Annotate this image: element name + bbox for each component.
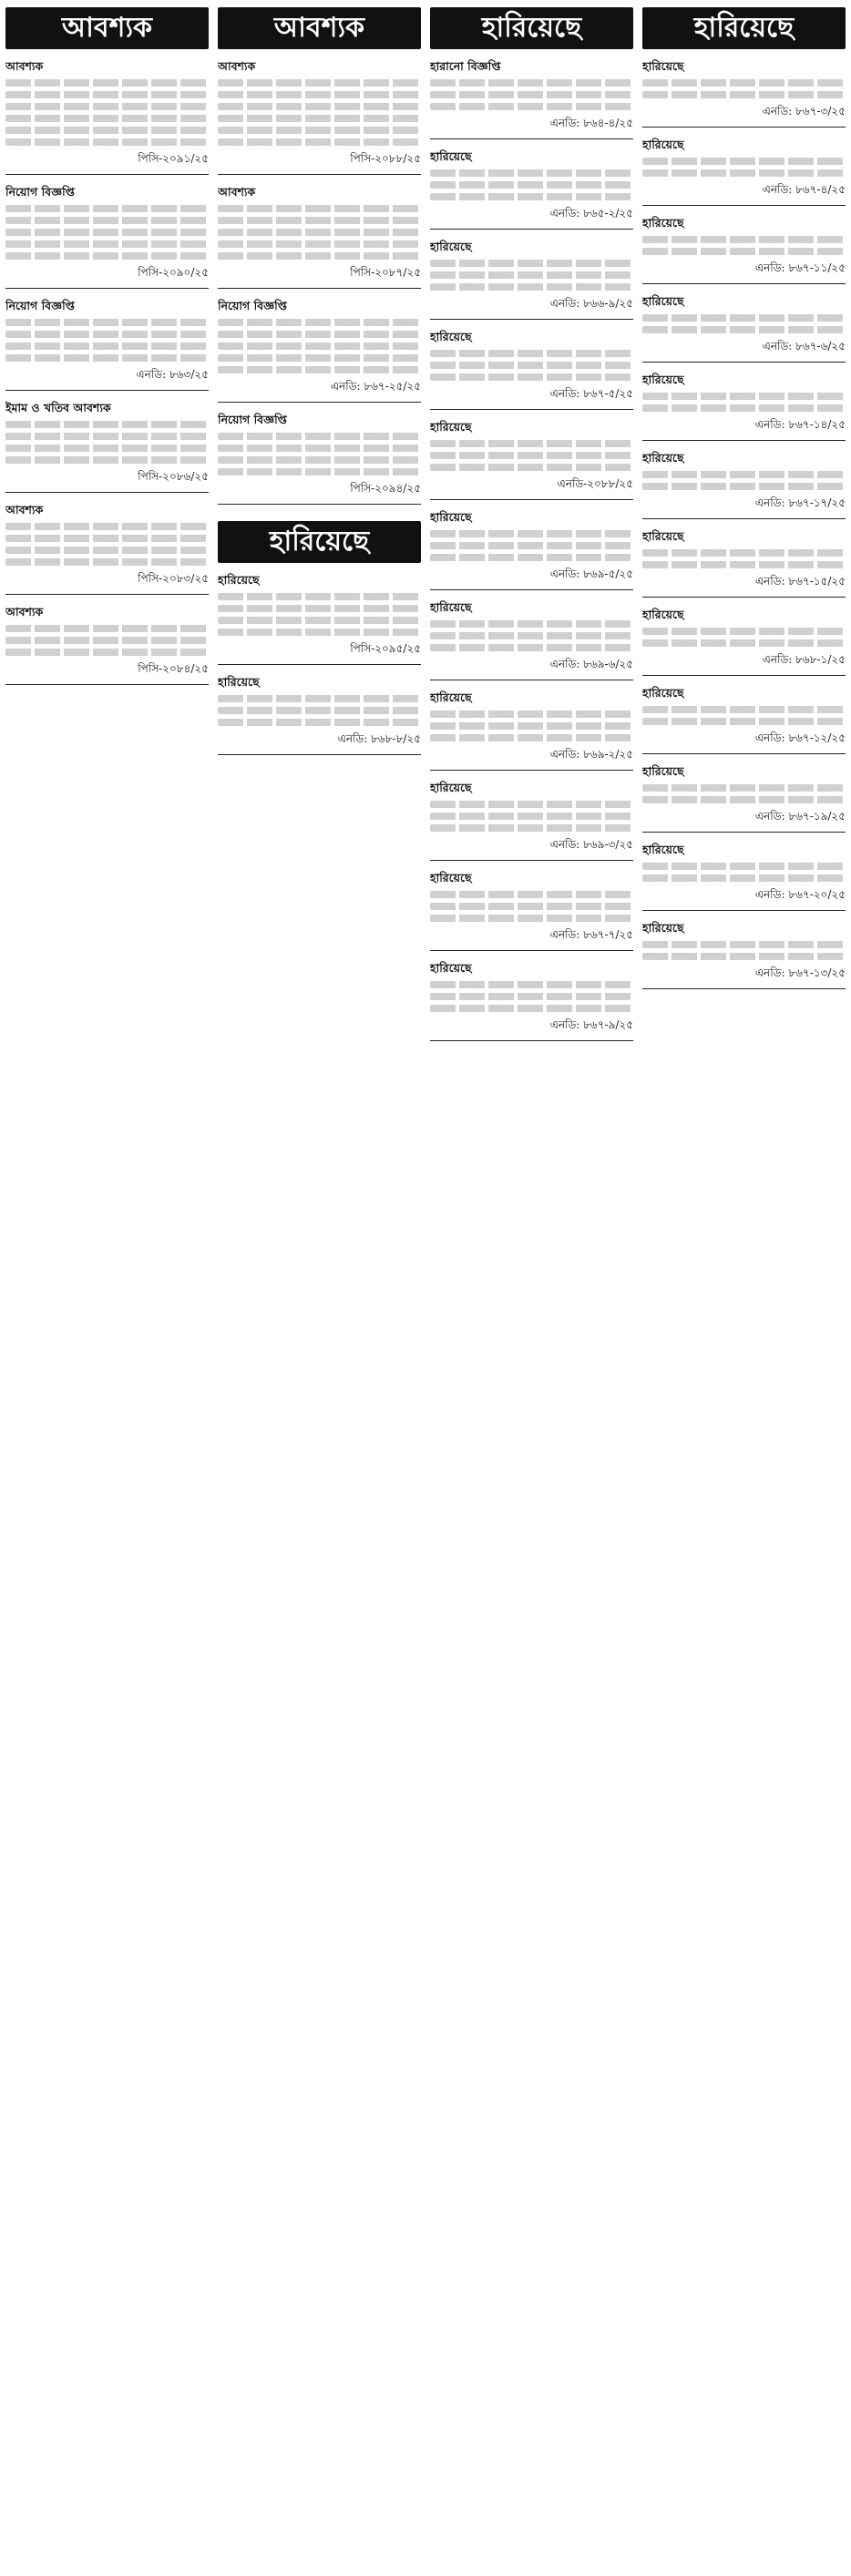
- ad-2: [218, 182, 421, 289]
- ad-lead: আবশ্যক: [5, 605, 44, 618]
- ad-8: [430, 688, 633, 771]
- ad-lead: ইমাম ও খতিব আবশ্যক: [5, 401, 111, 414]
- ad-code: এনডি: ৮৬৭-১৪/২৫: [754, 418, 846, 431]
- ad-code: পিসি-২০৮৮/২৫: [350, 152, 421, 165]
- ad-lead: হারানো বিজ্ঞপ্তি: [430, 59, 501, 73]
- ad-lead: হারিয়েছে: [430, 690, 472, 704]
- column-heading: আবশ্যক: [5, 7, 209, 49]
- ad-code: পিসি-২০৯৪/২৫: [350, 482, 421, 495]
- ad-1: [218, 56, 421, 175]
- ad-lead: হারিয়েছে: [430, 149, 472, 163]
- ad-lead: নিয়োগ বিজ্ঞপ্তি: [218, 413, 287, 426]
- ad-lead: হারিয়েছে: [642, 921, 684, 935]
- ad-lead: হারিয়েছে: [642, 138, 684, 151]
- ad-lead: হারিয়েছে: [642, 764, 684, 778]
- ad-code: এনডি: ৮৬৭-৭/২৫: [549, 928, 633, 941]
- ad-1: [642, 56, 846, 128]
- ad-4: [642, 291, 846, 363]
- ad-11: [642, 840, 846, 911]
- ad-code: এনডি: ৮৬৭-৩/২৫: [762, 105, 846, 118]
- column-3: [430, 7, 633, 2569]
- ad-1: [5, 56, 209, 175]
- ad-2: [642, 135, 846, 206]
- ad-code: এনডি: ৮৬৭-১৭/২৫: [754, 496, 846, 509]
- ad-code: এনডি: ৮৬৭-১৯/২৫: [754, 810, 846, 823]
- ad-lead: হারিয়েছে: [642, 686, 684, 700]
- column-1: [5, 7, 209, 2569]
- ad-lost-1: [218, 570, 421, 665]
- ad-12: [642, 918, 846, 989]
- ad-code: এনডি: ৮৬৮-৮/২৫: [337, 732, 421, 745]
- ad-lead: হারিয়েছে: [642, 529, 684, 543]
- ad-code: পিসি-২০৮৬/২৫: [138, 470, 209, 483]
- ad-code: এনডি: ৮৬৭-৪/২৫: [762, 183, 846, 196]
- ad-9: [430, 778, 633, 861]
- ad-3: [642, 213, 846, 284]
- ad-3: [430, 237, 633, 320]
- ad-code: পিসি-২০৮৩/২৫: [138, 572, 209, 585]
- ad-5: [5, 500, 209, 595]
- ad-5: [430, 417, 633, 500]
- column-heading-lost: হারিয়েছে: [218, 521, 421, 563]
- ad-code: এনডি: ৮৬৭-২৫/২৫: [330, 380, 421, 393]
- ad-lead: হারিয়েছে: [430, 240, 472, 253]
- ad-10: [642, 762, 846, 833]
- ad-lead: হারিয়েছে: [642, 294, 684, 308]
- ad-lead: হারিয়েছে: [430, 961, 472, 975]
- ad-code: এনডি: ৮৬৭-৫/২৫: [549, 387, 633, 400]
- ad-code: এনডি: ৮৬৭-১৫/২৫: [754, 575, 846, 588]
- ad-7: [642, 526, 846, 598]
- column-2: [218, 7, 421, 2569]
- ad-lead: আবশ্যক: [5, 503, 44, 516]
- ad-9: [642, 683, 846, 754]
- ad-4: [5, 398, 209, 493]
- ad-lead: আবশ্যক: [218, 185, 256, 199]
- ad-lead: হারিয়েছে: [430, 420, 472, 434]
- ad-7: [430, 598, 633, 680]
- ad-code: এনডি: ৮৬৯-৬/২৫: [549, 658, 633, 670]
- ad-lead: হারিয়েছে: [642, 216, 684, 230]
- ad-code: এনডি-২০৮৮/২৫: [557, 477, 633, 490]
- ad-lead: নিয়োগ বিজ্ঞপ্তি: [218, 299, 287, 312]
- ad-3: [218, 296, 421, 403]
- ad-3: [5, 296, 209, 391]
- ad-code: এনডি: ৮৬৭-৬/২৫: [762, 340, 846, 353]
- ad-8: [642, 605, 846, 676]
- ad-lead: হারিয়েছে: [642, 373, 684, 386]
- ad-code: পিসি-২০৯৫/২৫: [350, 642, 421, 655]
- ad-lead: হারিয়েছে: [218, 675, 260, 689]
- ad-lead: হারিয়েছে: [430, 510, 472, 524]
- ad-lead: হারিয়েছে: [642, 608, 684, 621]
- ad-10: [430, 868, 633, 951]
- ad-code: পিসি-২০৮৭/২৫: [350, 266, 421, 279]
- ad-4: [430, 327, 633, 410]
- ad-code: এনডি: ৮৬৭-১২/২৫: [754, 731, 846, 744]
- ad-1: [430, 56, 633, 139]
- column-4: [642, 7, 846, 2569]
- ad-lead: হারিয়েছে: [430, 871, 472, 884]
- ad-code: পিসি-২০৮৪/২৫: [138, 662, 209, 675]
- ad-code: এনডি: ৮৬৪-৪/২৫: [549, 117, 633, 129]
- ad-11: [430, 958, 633, 1041]
- ad-code: পিসি-২০৯১/২৫: [138, 152, 209, 165]
- ad-lead: হারিয়েছে: [430, 781, 472, 794]
- ad-5: [642, 370, 846, 441]
- ad-2: [5, 182, 209, 289]
- ad-code: এনডি: ৮৬৭-২০/২৫: [754, 888, 846, 901]
- column-heading: আবশ্যক: [218, 7, 421, 49]
- ad-code: এনডি: ৮৬৩/২৫: [136, 368, 209, 381]
- column-heading: হারিয়েছে: [642, 7, 846, 49]
- ad-code: এনডি: ৮৬৭-১৩/২৫: [754, 966, 846, 979]
- ad-6: [430, 507, 633, 590]
- column-heading: হারিয়েছে: [430, 7, 633, 49]
- ad-4: [218, 410, 421, 505]
- ad-lead: হারিয়েছে: [430, 330, 472, 343]
- ad-code: পিসি-২০৯০/২৫: [138, 266, 209, 279]
- ad-code: এনডি: ৮৬৯-৫/২৫: [549, 567, 633, 580]
- ad-2: [430, 147, 633, 230]
- ad-code: এনডি: ৮৬৬-৯/২৫: [549, 297, 633, 310]
- ad-lead: হারিয়েছে: [642, 59, 684, 73]
- ad-lead: আবশ্যক: [5, 59, 44, 73]
- ad-code: এনডি: ৮৬৯-৩/২৫: [549, 838, 633, 851]
- ad-code: এনডি: ৮৬৮-১/২৫: [762, 653, 846, 666]
- ad-lead: আবশ্যক: [218, 59, 256, 73]
- ad-lead: নিয়োগ বিজ্ঞপ্তি: [5, 185, 75, 199]
- ad-lead: হারিয়েছে: [218, 573, 260, 587]
- ad-lead: হারিয়েছে: [430, 600, 472, 614]
- ad-lost-2: [218, 672, 421, 755]
- ad-lead: নিয়োগ বিজ্ঞপ্তি: [5, 299, 75, 312]
- ad-6: [5, 602, 209, 685]
- ad-6: [642, 448, 846, 519]
- ad-code: এনডি: ৮৬৭-১১/২৫: [754, 261, 846, 274]
- ad-lead: হারিয়েছে: [642, 451, 684, 465]
- ad-code: এনডি: ৮৬৯-২/২৫: [549, 748, 633, 761]
- ad-code: এনডি: ৮৬৭-৯/২৫: [549, 1018, 633, 1031]
- ad-code: এনডি: ৮৬৫-২/২৫: [549, 207, 633, 220]
- ad-lead: হারিয়েছে: [642, 843, 684, 856]
